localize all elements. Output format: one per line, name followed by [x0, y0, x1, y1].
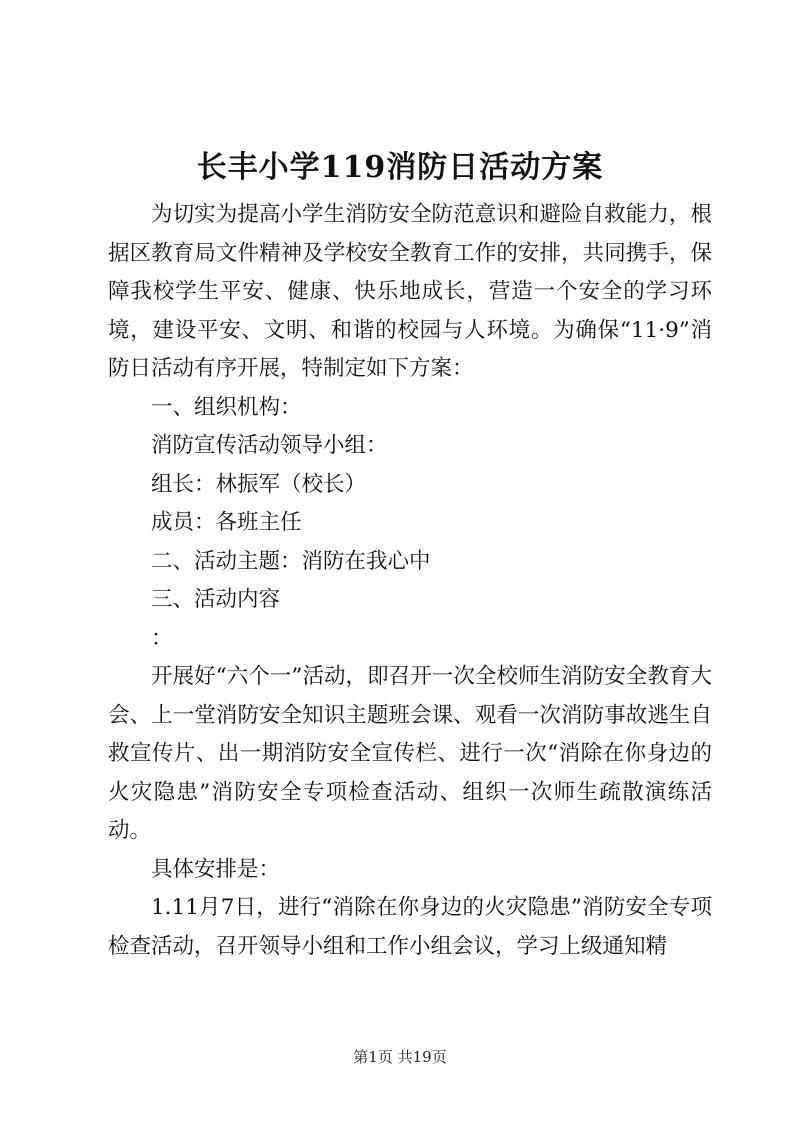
paragraph-section-1: 一、组织机构： [151, 394, 302, 420]
paragraph-section-2: 二、活动主题：消防在我心中 [151, 548, 431, 574]
paragraph-colon: ： [151, 625, 173, 651]
paragraph-intro: 为切实为提高小学生消防安全防范意识和避险自救能力，根据区教育局文件精神及学校安全教育工作的安排，共同携手，保障我校学生平安、健康、快乐地成长，营造一个安全的学习环境，建设平安、文明、和谐的校园与人环境。为确保“11·9”消防日活动有序开展，特制定如下方案： [108, 202, 712, 381]
document-body [108, 196, 712, 966]
paragraph-arrangement: 具体安排是： [151, 856, 281, 882]
paragraph-section-3: 三、活动内容 [151, 587, 281, 612]
paragraph-members: 成员：各班主任 [151, 510, 302, 535]
paragraph-nov-7: 1.11月7日，进行“消除在你身边的火灾隐患”消防安全专项检查活动，召开领导小组和工作小组会议，学习上级通知精 [108, 895, 712, 959]
paragraph-group-leader: 组长：林振军（校长） [151, 471, 367, 497]
page-footer: 第1页 共19页 [353, 1048, 447, 1066]
paragraph-six-activities: 开展好“六个一”活动，即召开一次全校师生消防安全教育大会、上一堂消防安全知识主题班会课、观看一次消防事故逃生自救宣传片、出一期消防安全宣传栏、进行一次“消除在你身边的火灾隐患”消防安全专项检查活动、组织一次师生疏散演练活动。 [108, 664, 712, 843]
document-title: 长丰小学119消防日活动方案 [196, 150, 604, 185]
paragraph-leadership-group: 消防宣传活动领导小组： [151, 433, 388, 458]
